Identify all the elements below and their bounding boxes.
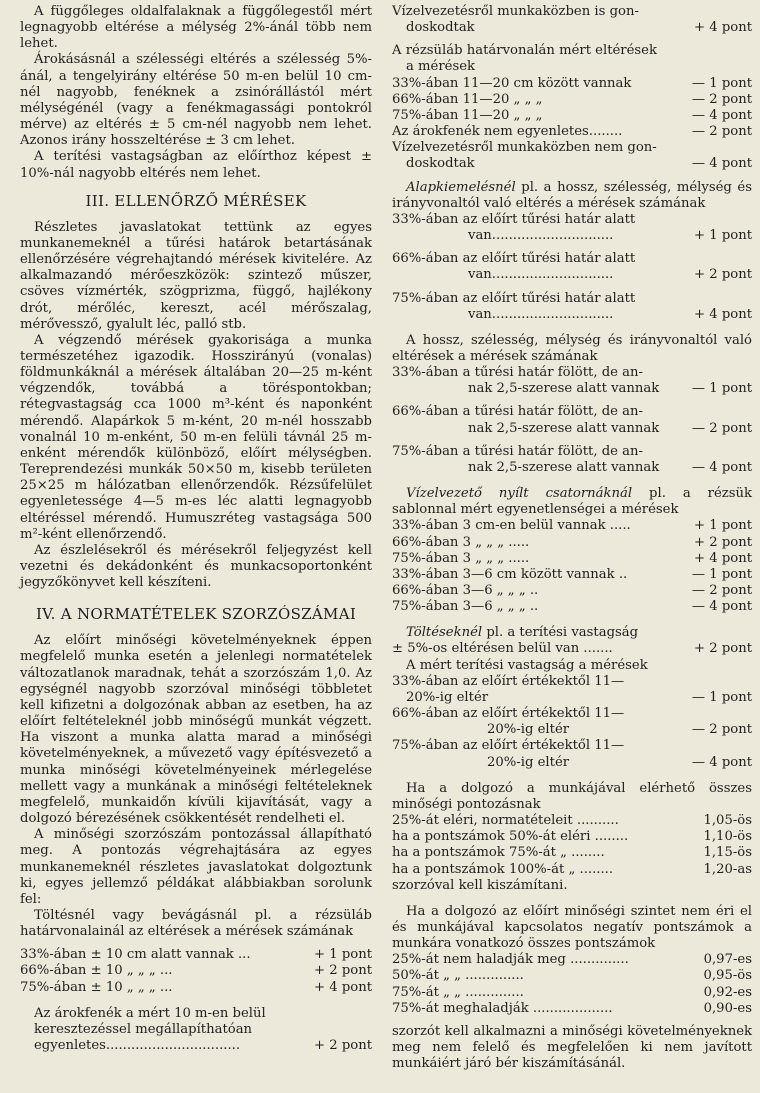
score-row: 20%-ig eltér — 4 pont [487,754,752,770]
embankment-intro: Töltéseknél pl. a terítési vastagság [406,625,639,641]
score-row: 33%-ában 3 cm-en belül vannak ..... + 1 pont [392,518,752,534]
multiplier-row: ha a pontszámok 50%-át eléri ........ 1,10-ös [392,829,752,845]
score-row: 20%-ig eltér — 2 pont [487,722,752,738]
score-row: 75%-ában 11—20 „ „ „ — 4 pont [392,107,752,123]
drainage-neg-line1: Vízelvezetésről munkaközben nem gon- [392,140,657,156]
deviation-row-a: 33%-ában a tűrési határ fölött, de an- [392,365,643,381]
score-row: 33%-ában ± 10 cm alatt vannak ... + 1 pont [20,947,372,963]
foundation-row-a: 66%-ában az előírt tűrési határ alatt [392,251,636,267]
paragraph-open-channels: Vízelvezető nyílt csatornáknál pl. a rézsük sablonnal mért egyenetlenségei a mérések [392,486,752,518]
ditch-bottom-line1: Az árokfenék a mért 10 m-en belül [34,1005,266,1021]
paragraph-deviations: A hossz, szélesség, mélység és irányvonaltól való eltérések a mérések számának [392,332,752,364]
paragraph-records: Az észlelésekről és mérésekről feljegyzést kell vezetni és dekádonként és munkacsoportonként jegyzőkönyvet kell készíteni. [20,542,372,591]
score-row: egyenletes................................ + 2 pont [34,1038,372,1054]
multiplier-row: 25%-át nem haladják meg .............. 0,97-es [392,952,752,968]
spread-row-a: 75%-ában az előírt értékektől 11— [392,738,625,754]
score-row: 75%-ában ± 10 „ „ „ ... + 4 pont [20,979,372,995]
left-column [20,4,372,1054]
score-row: 66%-ában 11—20 „ „ „ — 2 pont [392,91,752,107]
score-row: van............................. + 4 pont [468,306,752,322]
score-row: doskodtak + 4 pont [406,20,752,36]
paragraph-spreading-thickness: A terítési vastagságban az előírthoz képest ± 10%-nál nagyobb eltérés nem lehet. [20,149,372,181]
score-row: 66%-ában 3—6 „ „ „ .. — 2 pont [392,583,752,598]
score-row: doskodtak — 4 pont [406,156,752,172]
multiplier-row: ha a pontszámok 75%-át „ ........ 1,15-ös [392,845,752,861]
paragraph-foundation: Alapkiemelésnél pl. a hossz, szélesség, mélység és irányvonaltól való eltérés a mérések számának [392,179,752,211]
score-row: nak 2,5-szerese alatt vannak — 2 pont [468,420,752,436]
paragraph-embankment: Töltésnél vagy bevágásnál pl. a rézsüláb határvonalainál az eltérések a mérések számának [20,907,372,940]
multiplier-row: 75%-át meghaladják ................... 0,90-es [392,1000,752,1016]
multiplier-row: 75%-át „ „ .............. 0,92-es [392,984,752,1000]
multiplier-end: szorzóval kell kiszámítani. [392,877,568,893]
score-row: van............................. + 2 pont [468,267,752,283]
ditch-bottom-line2: keresztezéssel megállapíthatóan [34,1021,253,1037]
spread-row-a: 33%-ában az előírt értékektől 11— [392,673,625,689]
score-row: 75%-ában 3 „ „ „ ..... + 4 pont [392,550,752,566]
score-row: 75%-ában 3—6 „ „ „ .. — 4 pont [392,599,752,615]
score-row: ± 5%-os eltérésen belül van ....... + 2 pont [392,641,752,657]
drainage-line1: Vízelvezetésről munkaközben is gon- [392,4,639,19]
slope-foot-intro2: a mérések [406,59,476,75]
foundation-row-a: 33%-ában az előírt tűrési határ alatt [392,211,636,227]
paragraph-negative-score: Ha a dolgozó az előírt minőségi szintet nem éri el és munkájával kapcsolatos negatív pontszámok a munkára vonatkozó összes pontszámok [392,903,752,952]
score-row: 33%-ában 3—6 cm között vannak .. — 1 pont [392,566,752,582]
score-row: nak 2,5-szerese alatt vannak — 4 pont [468,459,752,475]
score-row: Az árokfenék nem egyenletes........ — 2 pont [392,124,752,140]
slope-foot-intro: A rézsüláb határvonalán mért eltérések [392,43,657,59]
paragraph-scoring: A minőségi szorzószám pontozással állapítható meg. A pontozás végrehajtására az egyes munkanemeknél részletes javaslatokat dolgoztunk ki, egyes jellemző példákat alábbiakban sorolunk fel: [20,827,372,907]
spread-row-a: 66%-ában az előírt értékektől 11— [392,706,625,722]
paragraph-final: szorzót kell alkalmazni a minőségi követelményeknek meg nem felelő és megfelelően ki nem javított munkáiért járó bér kiszámításánál. [392,1023,752,1072]
score-row: van............................. + 1 pont [468,228,752,244]
paragraph-trench-deviation: Árokásásnál a szélességi eltérés a szélesség 5%-ánál, a tengelyirány eltérése 50 m-en belül 10 cm-nél nagyobb, fenéknek a zsinórállástól mért mélységénél (vagy a fenékmagassági pontokról mérve) az eltérés ± 5 cm-nél nagyobb nem lehet. Azonos irány hosszeltérése ± 3 cm lehet. [20,52,372,149]
section-heading-3: III. ELLENŐRZŐ MÉRÉSEK [85,191,307,210]
spreading-intro: A mért terítési vastagság a mérések [406,657,648,673]
section-heading-4: IV. A NORMATÉTELEK SZORZÓSZÁMAI [35,605,357,624]
deviation-row-a: 66%-ában a tűrési határ fölött, de an- [392,404,643,420]
foundation-row-a: 75%-ában az előírt tűrési határ alatt [392,290,636,306]
paragraph-wall-deviation: A függőleges oldalfalaknak a függőlegestől mért legnagyobb eltérése a mélység 2%-ánál több nem lehet. [20,4,372,52]
paragraph-measuring-tools: Részletes javaslatokat tettünk az egyes munkanemeknél a tűrési határok betartásának ellenőrzésére végrehajtandó mérések kivitelére. Az alkalmazandó mérőeszközök: szintező műszer, csöves vízmérték, szögprizma, függő, hajlékony drót, mérőléc, kereszt, acél mérőszalag, mérővessző, gyalult léc, palló stb. [20,219,372,332]
score-row: 20%-ig eltér — 1 pont [406,689,752,705]
multiplier-row: 50%-át „ „ .............. 0,95-ös [392,968,752,984]
right-column [392,4,752,1072]
score-row: nak 2,5-szerese alatt vannak — 1 pont [468,381,752,397]
deviation-row-a: 75%-ában a tűrési határ fölött, de an- [392,443,643,459]
score-row: 33%-ában 11—20 cm között vannak — 1 pont [392,75,752,91]
paragraph-total-score: Ha a dolgozó a munkájával elérhető összes minőségi pontozásnak [392,780,752,812]
score-row: 66%-ában ± 10 „ „ „ ... + 2 pont [20,963,372,979]
multiplier-row: 25%-át eléri, normatételeit .......... 1,05-ös [392,813,752,829]
paragraph-multipliers: Az előírt minőségi követelményeknek éppen megfelelő munka esetén a jelenlegi normatételek változatlanok maradnak, tehát a szorzószám 1,0. Az egységnél nagyobb szorzóval minőségi többletet kell kifizetni a dolgozónak abban az esetben, ha az előírt feltételeknél jobb minőségű munkát végzett. Ha viszont a munka alatta marad a minőségi követelményeknek, a művezető vagy építésvezető a munka minőségi követelményeinek mérlegelése mellett vagy a munkának a minőségi feltételeknek megfelelő, munkaidőn kívüli kijavítását, vagy a dolgozó bérezésének csökkentését rendelheti el. [20,633,372,827]
multiplier-row: ha a pontszámok 100%-át „ ........ 1,20-as [392,861,752,877]
paragraph-measurement-frequency: A végzendő mérések gyakorisága a munka természetéhez igazodik. Hosszirányú (vonalas) földmunkáknál a mérések általában 20—25 m-ként végzendők, továbbá a töréspontokban; rétegvastagság cca 1000 m³-ként és naponként mérendő. Alapárkok 5 m-ként, 20 m-nél hosszabb vonalnál 10 m-enként, 50 m-en felüli távnál 25 m-enként mérendők különböző, előírt mélységben. Tereprendezési munkák 50×50 m, kisebb területen 25×25 m hálózatban ellenőrzendők. Rézsűfelület egyenletessége 4—5 m-es léc alatti legnagyobb eltéréssel mérendő. Humuszréteg vastagsága 500 m²-ként ellenőrzendő. [20,332,372,542]
score-row: 66%-ában 3 „ „ „ ..... + 2 pont [392,534,752,550]
